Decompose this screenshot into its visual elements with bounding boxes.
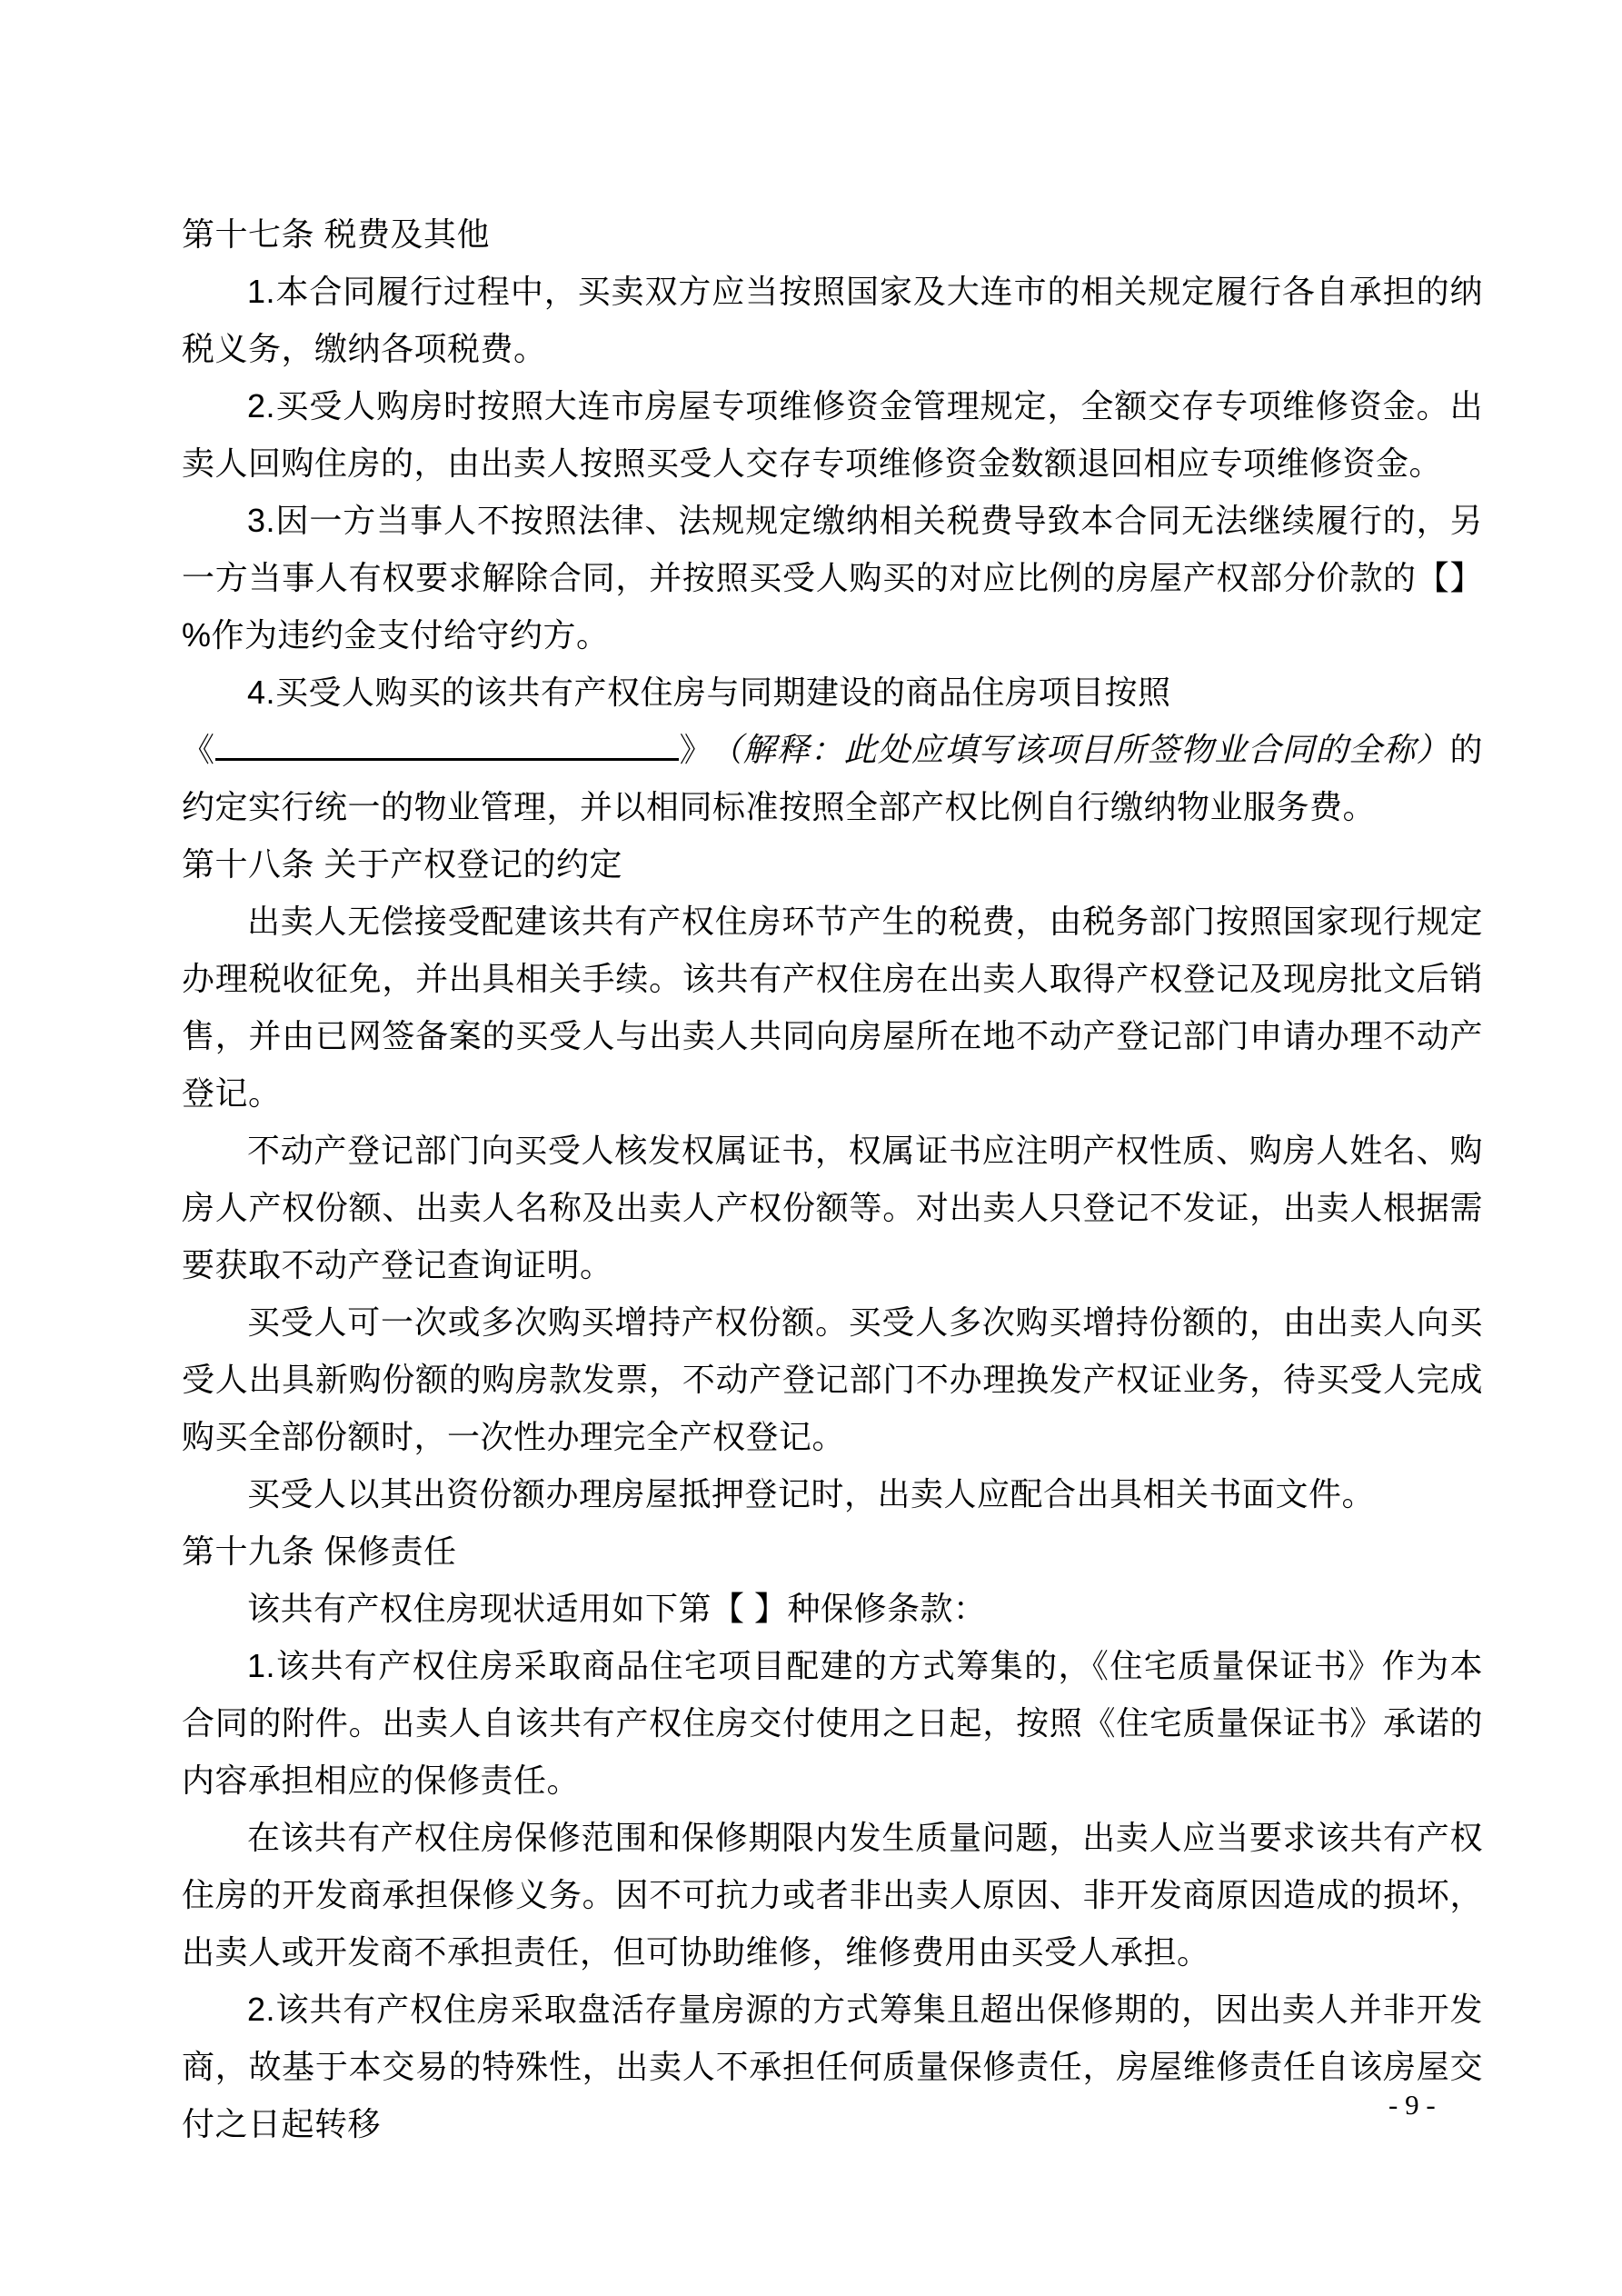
clause-19-paragraph-3: 在该共有产权住房保修范围和保修期限内发生质量问题，出卖人应当要求该共有产权住房的开发商承担保修义务。因不可抗力或者非出卖人原因、非开发商原因造成的损坏，出卖人或开发商不承担责任，但可协助维修，维修费用由买受人承担。 <box>182 1819 1483 1971</box>
book-title-bracket-close: 》 <box>679 731 713 768</box>
clause-17-paragraph-2: 2.买受人购房时按照大连市房屋专项维修资金管理规定，全额交存专项维修资金。出卖人回购住房的，由出卖人按照买受人交存专项维修资金数额退回相应专项维修资金。 <box>182 387 1483 482</box>
clause-18-paragraph-2: 不动产登记部门向买受人核发权属证书，权属证书应注明产权性质、购房人姓名、购房人产权份额、出卖人名称及出卖人产权份额等。对出卖人只登记不发证，出卖人根据需要获取不动产登记查询证明。 <box>182 1132 1483 1283</box>
clause-17-paragraph-4-tail: 的约定实行统一的物业管理，并以相同标准按照全部产权比例自行缴纳物业服务费。 <box>182 731 1483 825</box>
contract-text-block <box>182 205 1483 2152</box>
clause-19-paragraph-4: 2.该共有产权住房采取盘活存量房源的方式筹集且超出保修期的，因出卖人并非开发商，故基于本交易的特殊性，出卖人不承担任何质量保修责任，房屋维修责任自该房屋交付之日起转移 <box>182 1991 1483 2142</box>
clause-19-heading: 第十九条 保修责任 <box>182 1532 457 1570</box>
clause-17-paragraph-4 <box>182 664 1483 835</box>
clause-17-paragraph-4-lead: 4.买受人购买的该共有产权住房与同期建设的商品住房项目按照 <box>247 674 1171 711</box>
page-number: - 9 - <box>1388 2089 1436 2121</box>
clause-18-paragraph-1: 出卖人无偿接受配建该共有产权住房环节产生的税费，由税务部门按照国家现行规定办理税收征免，并出具相关手续。该共有产权住房在出卖人取得产权登记及现房批文后销售，并由已网签备案的买受人与出卖人共同向房屋所在地不动产登记部门申请办理不动产登记。 <box>182 903 1483 1112</box>
clause-18-heading: 第十八条 关于产权登记的约定 <box>182 845 623 883</box>
book-title-bracket-open: 《 <box>182 731 216 768</box>
clause-19-paragraph-1: 该共有产权住房现状适用如下第【 】种保修条款： <box>247 1590 987 1627</box>
clause-19-paragraph-2: 1.该共有产权住房采取商品住宅项目配建的方式筹集的，《住宅质量保证书》作为本合同的附件。出卖人自该共有产权住房交付使用之日起，按照《住宅质量保证书》承诺的内容承担相应的保修责任。 <box>182 1647 1483 1799</box>
clause-17-heading: 第十七条 税费及其他 <box>182 215 491 253</box>
clause-18-paragraph-4: 买受人以其出资份额办理房屋抵押登记时，出卖人应配合出具相关书面文件。 <box>247 1475 1376 1512</box>
clause-17-paragraph-3: 3.因一方当事人不按照法律、法规规定缴纳相关税费导致本合同无法继续履行的，另一方当事人有权要求解除合同，并按照买受人购买的对应比例的房屋产权部分价款的【】%作为违约金支付给守约方。 <box>182 502 1483 654</box>
clause-17-paragraph-1: 1.本合同履行过程中，买卖双方应当按照国家及大连市的相关规定履行各自承担的纳税义务，缴纳各项税费。 <box>182 273 1483 367</box>
fill-in-blank-underline <box>215 729 679 761</box>
fill-in-explanation-note: （解释：此处应填写该项目所签物业合同的全称） <box>725 731 1450 768</box>
clause-18-paragraph-3: 买受人可一次或多次购买增持产权份额。买受人多次购买增持份额的，由出卖人向买受人出具新购份额的购房款发票，不动产登记部门不办理换发产权证业务，待买受人完成购买全部份额时，一次性办理完全产权登记。 <box>182 1303 1483 1455</box>
